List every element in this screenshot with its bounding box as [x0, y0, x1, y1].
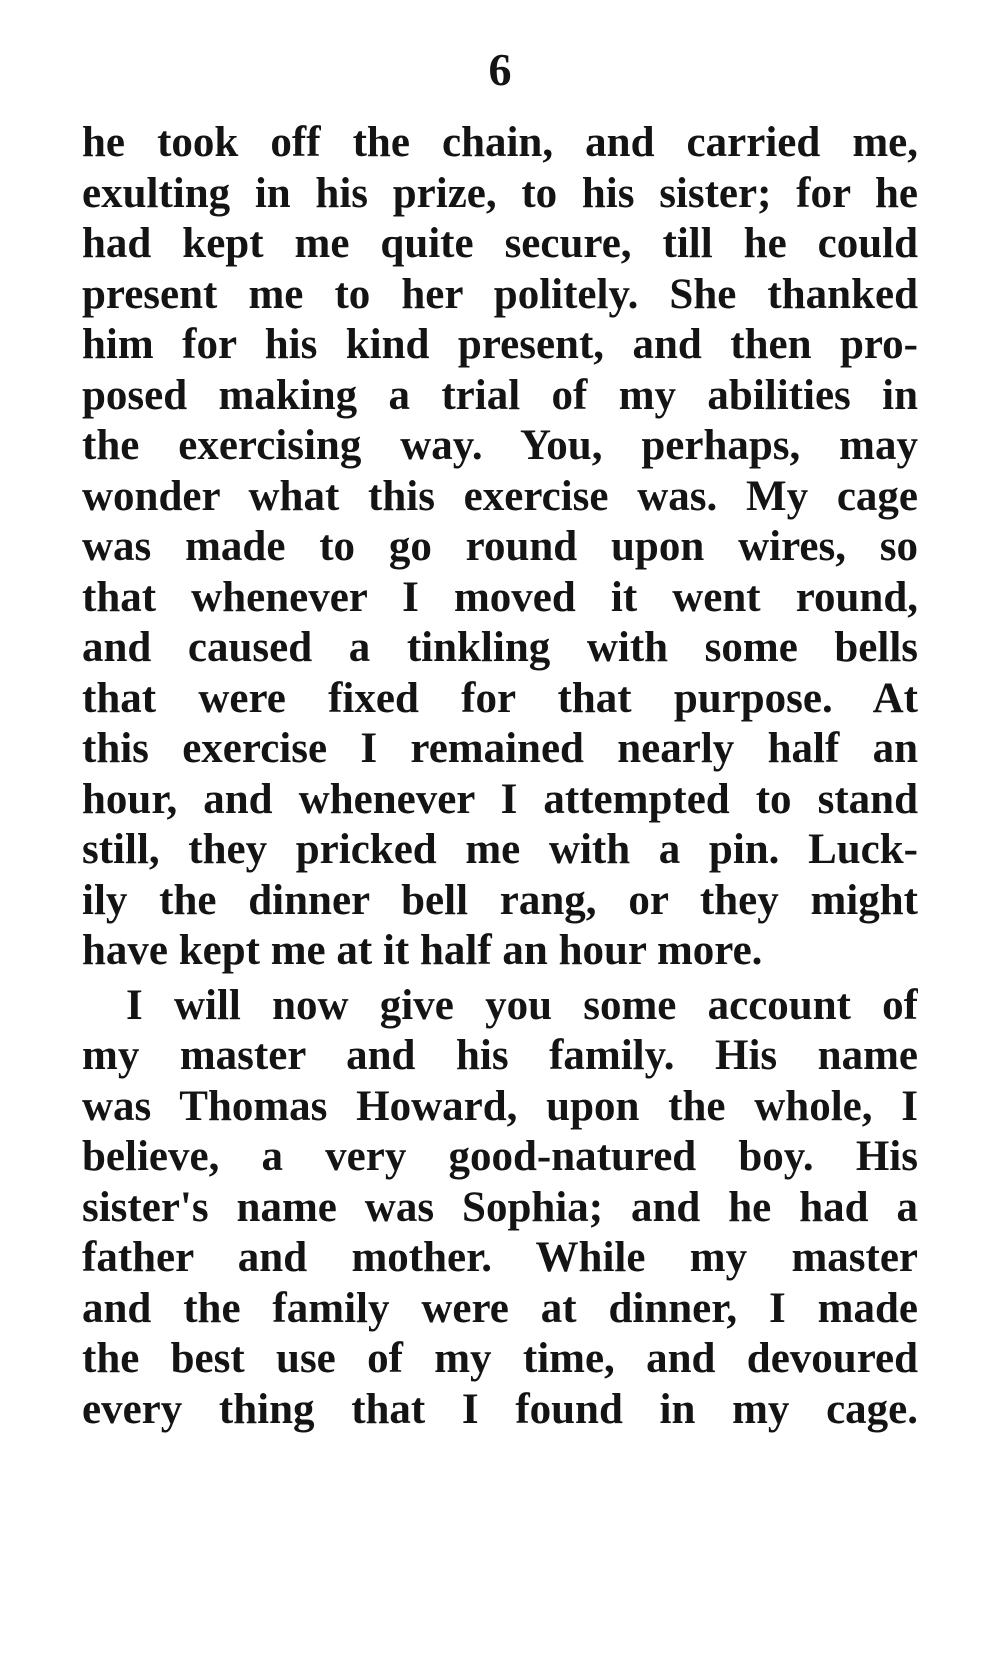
text-line: and caused a tinkling with some bells: [82, 624, 918, 671]
text-line: believe, a very good-natured boy. His: [82, 1133, 918, 1180]
text-line: wonder what this exercise was. My cage: [82, 472, 918, 520]
text-line: that whenever I moved it went round,: [82, 573, 918, 621]
text-line: every thing that I found in my cage.: [82, 1385, 918, 1433]
page-number: 6: [488, 44, 512, 95]
text-line: exulting in his prize, to his sister; for he: [82, 169, 918, 217]
text-line: my master and his family. His name: [82, 1032, 918, 1079]
paragraph-2: [82, 981, 918, 1436]
text-line: this exercise I remained nearly half an: [82, 725, 918, 772]
text-line: posed making a trial of my abilities in: [82, 371, 918, 419]
paragraph-1: [82, 118, 918, 977]
text-line: had kept me quite secure, till he could: [82, 220, 918, 267]
text-line: was made to go round upon wires, so: [82, 523, 918, 570]
text-line: sister's name was Sophia; and he had a: [82, 1183, 918, 1231]
text-line: the exercising way. You, perhaps, may: [82, 422, 918, 469]
text-line: ily the dinner bell rang, or they might: [82, 876, 918, 924]
text-line: him for his kind present, and then pro-: [82, 321, 918, 368]
text-line: the best use of my time, and devoured: [82, 1335, 918, 1382]
body-text: [82, 118, 918, 1435]
text-line: and the family were at dinner, I made: [82, 1284, 918, 1332]
text-line: father and mother. While my master: [82, 1234, 918, 1281]
text-line: he took off the chain, and carried me,: [82, 119, 918, 166]
text-line: have kept me at it half an hour more.: [82, 927, 763, 974]
text-line: hour, and whenever I attempted to stand: [82, 775, 918, 823]
text-line: was Thomas Howard, upon the whole, I: [82, 1082, 918, 1130]
text-line: still, they pricked me with a pin. Luck-: [82, 826, 918, 873]
text-line: I will now give you some account of: [126, 981, 918, 1029]
text-line: that were fixed for that purpose. At: [82, 674, 918, 722]
text-line: present me to her politely. She thanked: [82, 270, 918, 318]
